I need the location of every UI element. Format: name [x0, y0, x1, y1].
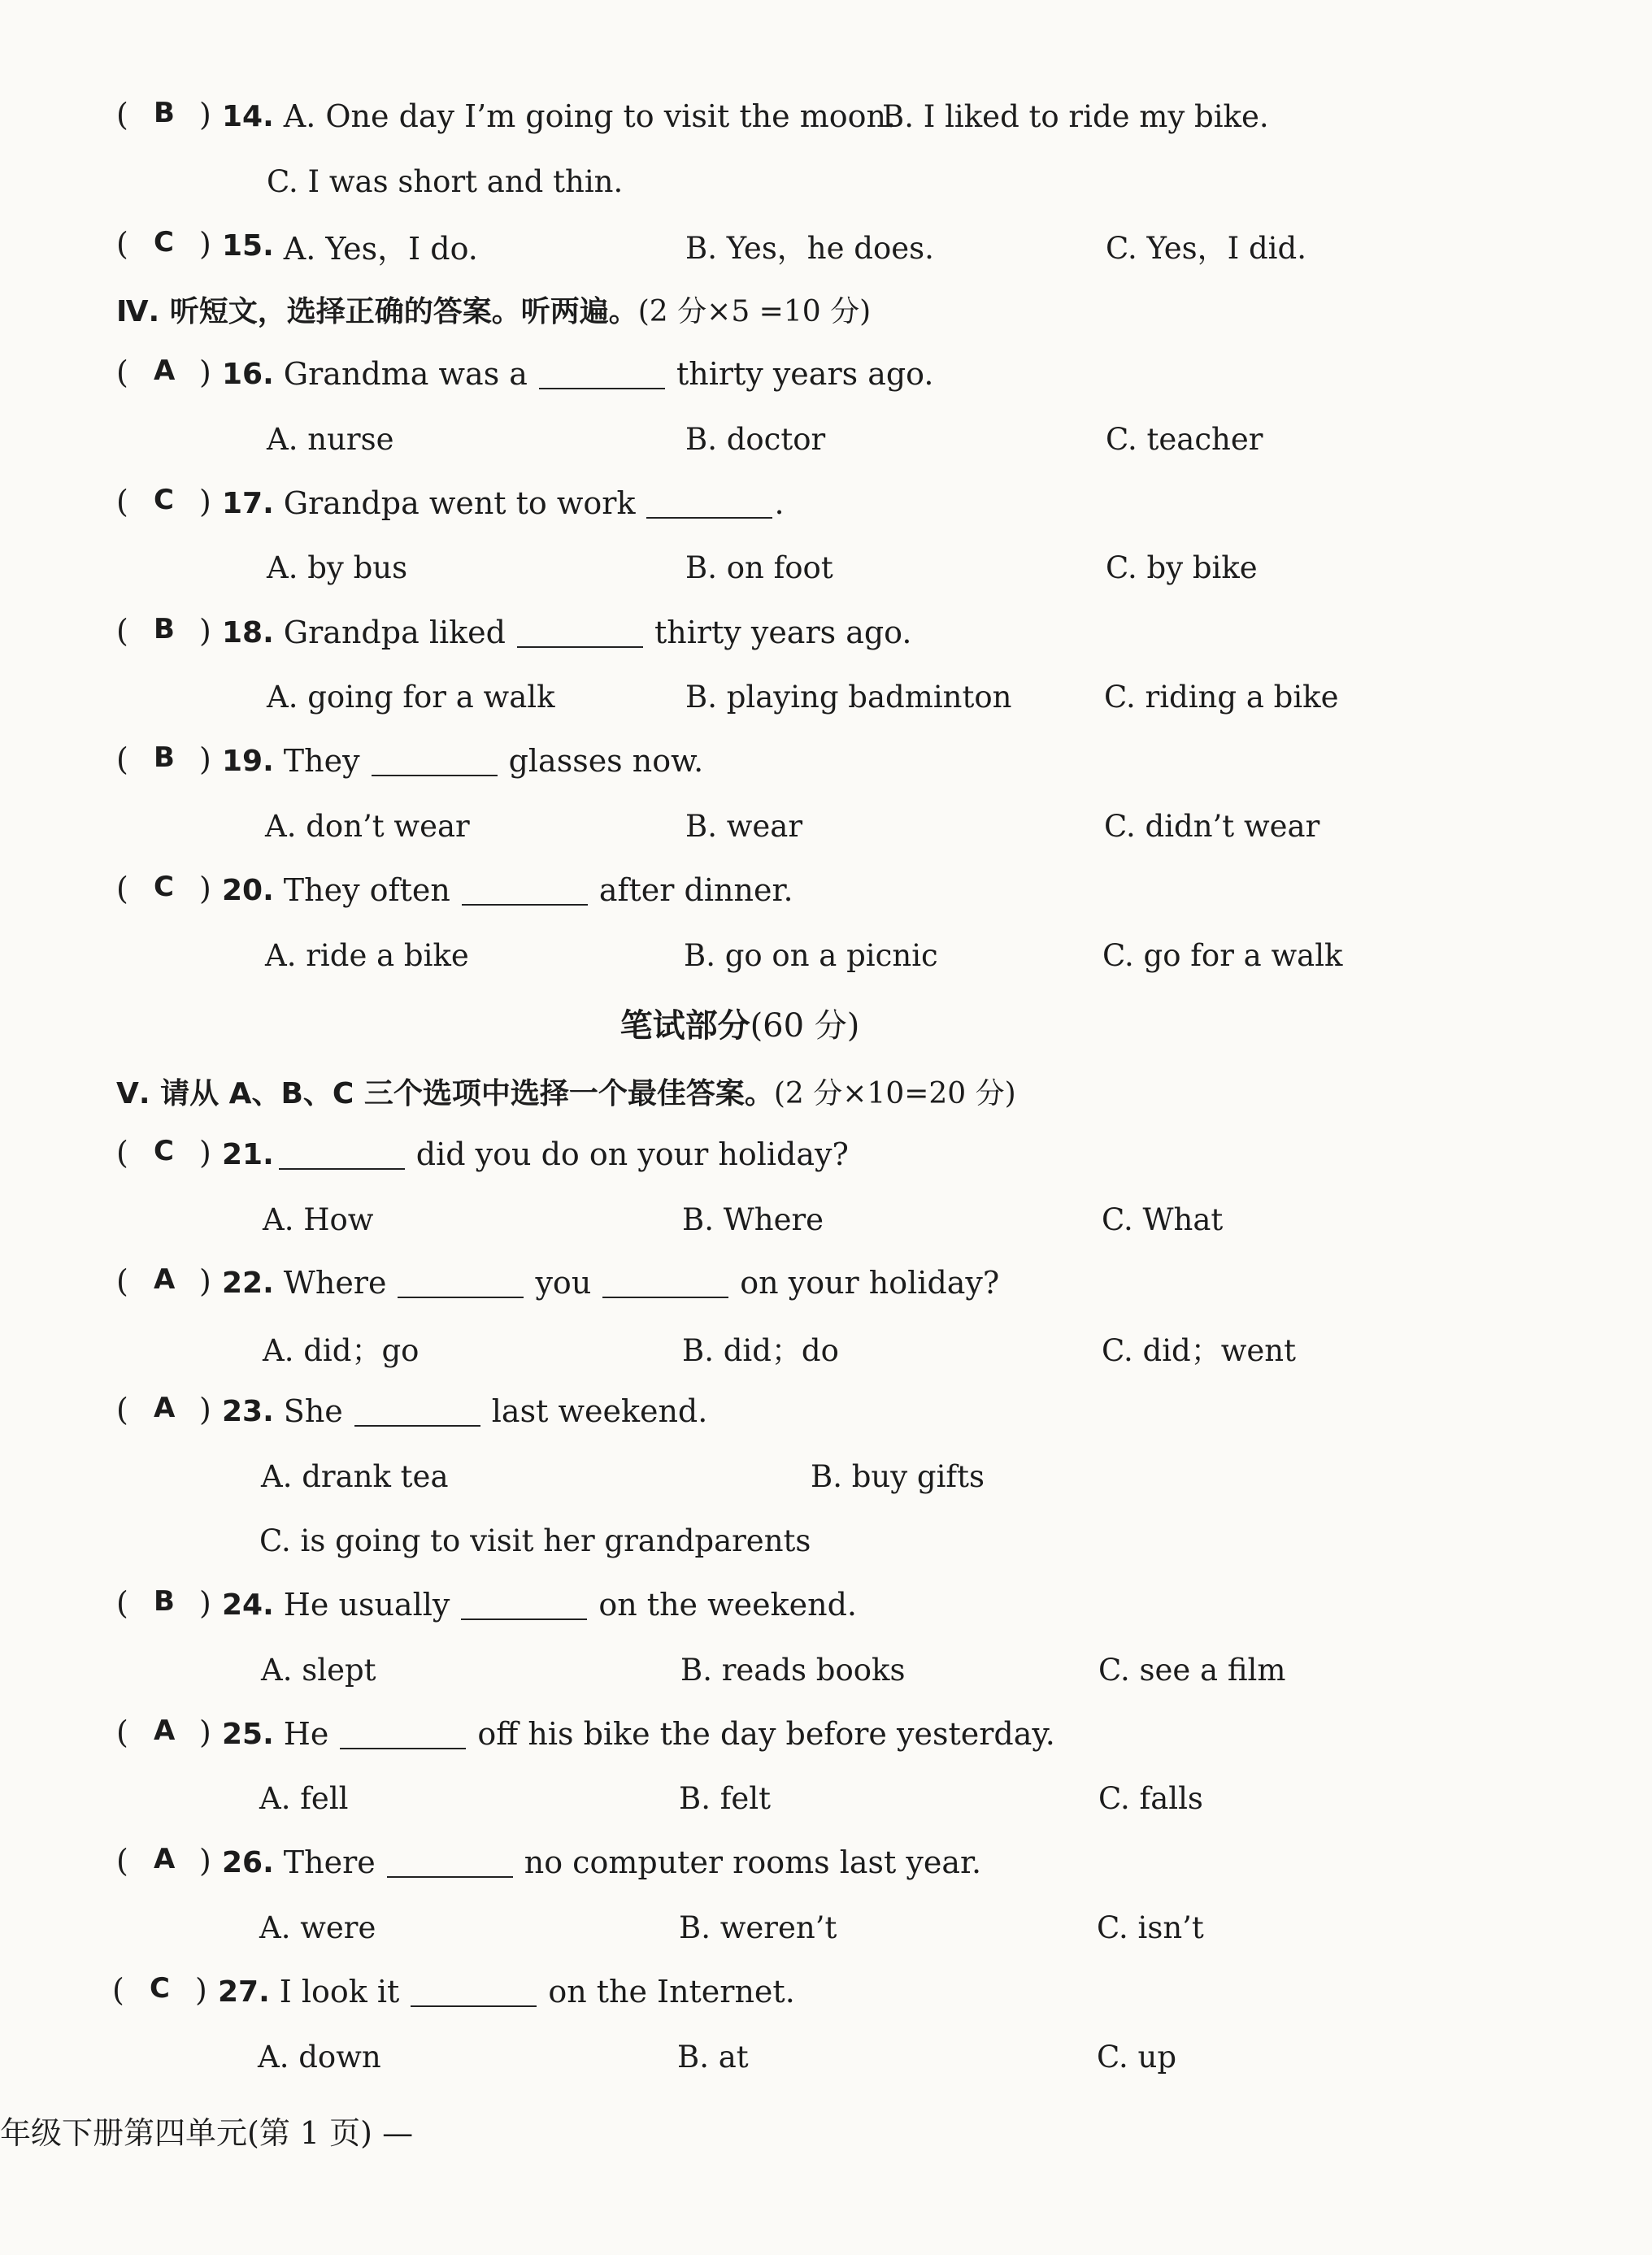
- answer-blank: [398, 1267, 524, 1298]
- question-stem-end: on your holiday?: [740, 1265, 1000, 1301]
- question-stem: I look it: [279, 1974, 400, 2010]
- option-c: C. is going to visit her grandparents: [259, 1523, 811, 1558]
- question-number: 21.: [222, 1137, 274, 1171]
- option-b: B. weren’t: [679, 1910, 837, 1945]
- option-c: C. What: [1102, 1201, 1224, 1237]
- answer-blank: [462, 875, 588, 906]
- answer-blank: [539, 358, 665, 389]
- option-a: A. nurse: [267, 421, 394, 457]
- question-stem-end: last weekend.: [491, 1393, 708, 1429]
- question-number: 15.: [222, 228, 274, 263]
- question-16: ( A ) 16. Grandma was a thirty years ago.: [116, 354, 934, 392]
- question-14: ( B ) 14. A. One day I’m going to visit the moon.: [116, 97, 897, 134]
- question-stem-end: after dinner.: [598, 872, 793, 908]
- question-stem-end: .: [774, 485, 785, 521]
- section-heading: Ⅴ. 请从 A、B、C 三个选项中选择一个最佳答案。 (2 分×10=20 分): [116, 1076, 1016, 1110]
- option-a: A. down: [258, 2039, 381, 2075]
- option-c: C. falls: [1098, 1780, 1203, 1816]
- answer-blank: [461, 1589, 587, 1620]
- option-a: A. How: [263, 1201, 374, 1237]
- question-19: ( B ) 19. They glasses now.: [116, 741, 704, 779]
- question-stem-end: thirty years ago.: [676, 356, 934, 392]
- option-c: C. Yes，I did.: [1106, 231, 1306, 266]
- question-number: 17.: [222, 486, 274, 520]
- question-number: 26.: [222, 1845, 274, 1879]
- option-b: B. Yes，he does.: [685, 231, 934, 266]
- option-a: A. fell: [259, 1780, 349, 1816]
- question-number: 14.: [222, 99, 274, 133]
- question-stem: Where: [283, 1265, 387, 1301]
- question-number: 22.: [222, 1266, 274, 1300]
- question-20: ( C ) 20. They often after dinner.: [116, 871, 793, 908]
- answer-blank: [340, 1718, 466, 1749]
- question-27: ( C ) 27. I look it on the Internet.: [112, 1972, 795, 2010]
- option-b: B. I liked to ride my bike.: [882, 98, 1269, 134]
- question-number: 19.: [222, 744, 274, 778]
- question-25: ( A ) 25. He off his bike the day before yesterday.: [116, 1714, 1055, 1752]
- question-stem: They: [283, 743, 360, 779]
- option-c: C. teacher: [1106, 421, 1263, 457]
- answer-blank: [372, 745, 498, 776]
- option-a: A. by bus: [267, 550, 408, 585]
- question-number: 18.: [222, 615, 274, 650]
- question-21: ( C ) 21. did you do on your holiday?: [116, 1135, 849, 1172]
- option-b: B. did；do: [682, 1333, 839, 1368]
- question-15: ( C ) 15. A. Yes，I do.: [116, 221, 478, 270]
- question-stem: Grandpa went to work: [283, 485, 636, 521]
- question-17: ( C ) 17. Grandpa went to work .: [116, 484, 785, 521]
- question-stem-end: on the Internet.: [548, 1974, 795, 2010]
- answer-blank: [411, 1976, 537, 2007]
- option-c: C. didn’t wear: [1104, 808, 1320, 844]
- option-b: B. buy gifts: [811, 1458, 985, 1494]
- answer-blank: [517, 617, 643, 648]
- option-c: C. go for a walk: [1102, 937, 1343, 973]
- question-stem: He: [283, 1716, 329, 1752]
- question-stem: Grandpa liked: [283, 615, 506, 650]
- option-a: A. drank tea: [261, 1458, 449, 1494]
- question-stem: He usually: [283, 1587, 450, 1623]
- question-number: 24.: [222, 1588, 274, 1622]
- option-b: B. playing badminton: [685, 679, 1012, 715]
- question-stem-end: thirty years ago.: [654, 615, 912, 650]
- option-b: B. on foot: [685, 550, 833, 585]
- question-stem: She: [283, 1393, 343, 1429]
- page-footer: 年级下册第四单元(第 1 页) —: [0, 2114, 414, 2151]
- option-b: B. wear: [685, 808, 803, 844]
- answer-blank: [279, 1139, 405, 1170]
- option-c: C. isn’t: [1097, 1910, 1204, 1945]
- question-26: ( A ) 26. There no computer rooms last year.: [116, 1843, 982, 1880]
- question-stem-end: no computer rooms last year.: [524, 1844, 982, 1880]
- question-stem: They often: [283, 872, 450, 908]
- option-a: A. going for a walk: [267, 679, 555, 715]
- answer-blank: [387, 1847, 513, 1878]
- question-number: 27.: [218, 1975, 270, 2009]
- question-stem-end: glasses now.: [508, 743, 704, 779]
- option-a: A. were: [259, 1910, 376, 1945]
- answer-blank: [354, 1396, 480, 1427]
- option-a: A. did；go: [263, 1333, 420, 1368]
- option-a: A. ride a bike: [265, 937, 469, 973]
- option-a: A. Yes，I do.: [283, 230, 478, 267]
- option-b: B. at: [677, 2039, 749, 2075]
- option-b: B. Where: [682, 1201, 824, 1237]
- question-stem-end: did you do on your holiday?: [415, 1136, 849, 1172]
- question-stem-end: on the weekend.: [598, 1587, 858, 1623]
- option-a: A. One day I’m going to visit the moon.: [283, 98, 897, 134]
- question-number: 23.: [222, 1394, 274, 1428]
- question-stem: Grandma was a: [283, 356, 528, 392]
- option-a: A. slept: [261, 1652, 376, 1688]
- question-number: 25.: [222, 1717, 274, 1751]
- answer-blank: [602, 1267, 728, 1298]
- question-number: 20.: [222, 873, 274, 907]
- option-c: C. riding a bike: [1104, 679, 1339, 715]
- question-23: ( A ) 23. She last weekend.: [116, 1392, 708, 1429]
- option-c: C. I was short and thin.: [267, 163, 624, 199]
- option-c: C. see a film: [1098, 1652, 1286, 1688]
- option-c: C. up: [1097, 2039, 1177, 2075]
- question-stem-end: off his bike the day before yesterday.: [477, 1716, 1055, 1752]
- question-number: 16.: [222, 357, 274, 391]
- part-title: 笔试部分 (60 分): [620, 1006, 860, 1045]
- option-c: C. did；went: [1102, 1333, 1296, 1368]
- question-24: ( B ) 24. He usually on the weekend.: [116, 1585, 858, 1623]
- question-stem-mid: you: [535, 1265, 592, 1301]
- question-stem: There: [283, 1844, 376, 1880]
- option-b: B. doctor: [685, 421, 826, 457]
- question-18: ( B ) 18. Grandpa liked thirty years ago.: [116, 613, 912, 650]
- section-heading: Ⅳ. 听短文，选择正确的答案。听两遍。 (2 分×5 =10 分): [116, 294, 872, 328]
- option-a: A. don’t wear: [265, 808, 470, 844]
- option-b: B. reads books: [680, 1652, 906, 1688]
- answer-blank: [646, 488, 772, 519]
- option-b: B. felt: [679, 1780, 772, 1816]
- option-c: C. by bike: [1106, 550, 1258, 585]
- question-22: ( A ) 22. Where you on your holiday?: [116, 1263, 1000, 1301]
- option-b: B. go on a picnic: [684, 937, 938, 973]
